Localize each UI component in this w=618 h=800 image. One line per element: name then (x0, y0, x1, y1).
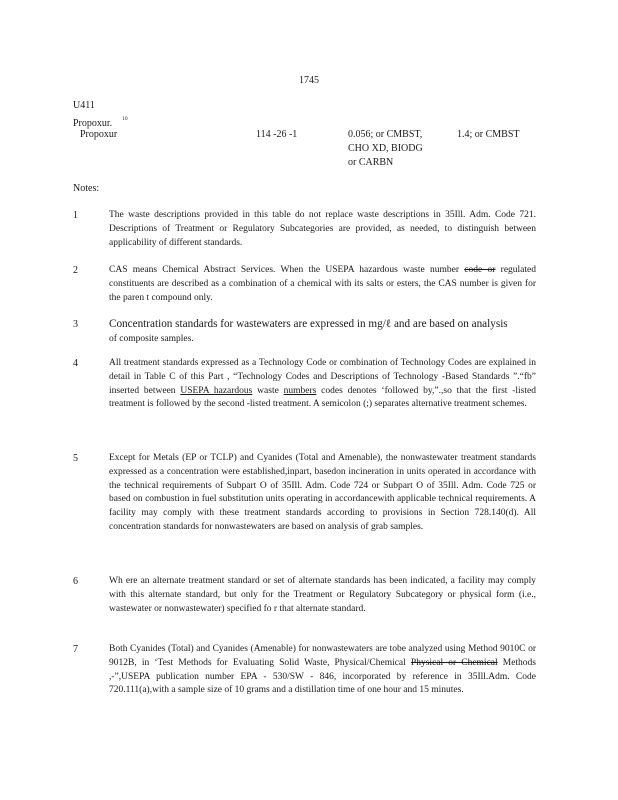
cas-number: 114 -26 -1 (256, 129, 298, 140)
note-text: Wh ere an alternate treatment standard or set of alternate standards has been indicated, a facility may comply with this alternate standard, but only for the Treatment or Regulatory Subcategory or physical form (i.e., wastewater or nonwastewater) specified fo r that alternate standard. (109, 576, 536, 614)
note-number: 2 (73, 265, 78, 276)
underlined-text: numbers (283, 385, 317, 396)
note-number: 1 (73, 210, 78, 221)
note-text-part: Concentration standards for wastewaters are expressed in mg/ℓ and are based on analysis (109, 318, 508, 330)
page-number: 1745 (299, 75, 319, 86)
note-number: 5 (73, 453, 78, 464)
note-text: Except for Metals (EP or TCLP) and Cyanides (Total and Amenable), the nonwastewater treatment standards expressed as a concentration were established,inpart, basedon incineration in units operated in accordance with the technical requirements of Subpart O of 35Ill. Adm. Code 724 or Subpart O of 35Ill. Adm. Code 725 or based on combustion in fuel substitution units operating in accordancewith applicable technical requirements. A facility may comply with these treatment standards according to provisions in Section 728.140(d). All concentration standards for nonwastewaters are based on analysis of grab samples. (109, 453, 536, 532)
note-text (109, 264, 536, 305)
underlined-text: USEPA hazardous (180, 385, 253, 396)
wastewater-standard-line: 0.056; or CMBST, (348, 129, 423, 140)
struck-text: code or (464, 265, 496, 275)
note-text (109, 643, 536, 698)
notes-heading: Notes: (73, 183, 100, 194)
constituent-name: Propoxur (80, 129, 118, 140)
note-text-part: regulated constituents are described as a combination of a chemical with its salts or esters, the CAS number is given for the paren t compound only. (109, 265, 536, 303)
footnote-reference: 10 (122, 116, 128, 122)
note-text-part: codes denotes ‘followed by,”.,so that the first -listed treatment is followed by the second -listed treatment. A semicolon (;) separates alternative treatment schemes. (109, 385, 536, 410)
note-text: The waste descriptions provided in this table do not replace waste descriptions in 35Ill. Adm. Code 721. Descriptions of Treatment or Regulatory Subcategories are provided, as needed, to distinguish between applicability of different standards. (109, 210, 536, 248)
note-text (109, 357, 536, 412)
note-text-part: Methods ,-”,USEPA publication number EPA - 530/SW - 846, incorporated by reference in 35Ill.Adm. Code 720.111(a),with a sample size of 10 grams and a distillation time of one hour and 15 minutes. (109, 657, 536, 696)
waste-code: U411 (73, 100, 95, 111)
note-number: 3 (73, 319, 78, 330)
note-number: 6 (73, 576, 78, 587)
nonwastewater-standard: 1.4; or CMBST (457, 129, 520, 140)
note-text-part: waste (252, 385, 284, 396)
note-text-part: of composite samples. (109, 334, 194, 344)
wastewater-standard-line: CHO XD, BIODG (348, 143, 423, 154)
note-text-part: Both Cyanides (Total) and Cyanides (Amenable) for nonwastewaters are tobe analyzed using Method 9010C or 9012B, in ‘Test Methods for Evaluating Solid Waste, Physical/Chemical (109, 644, 536, 668)
waste-name-text: Propoxur. (73, 118, 113, 129)
wastewater-standard-line: or CARBN (348, 157, 394, 168)
struck-text: Physical or Chemical (410, 657, 498, 668)
wastewater-standard (348, 128, 448, 170)
note-text-part: CAS means Chemical Abstract Services. When the USEPA hazardous waste number (109, 265, 459, 275)
note-number: 4 (73, 358, 78, 369)
note-text (109, 317, 536, 346)
note-number: 7 (73, 644, 78, 655)
note-text-part: All treatment standards expressed as a Technology Code or combination of Technology Codes are explained in detail in Table C of this Part , “Technology Codes and Descriptions of Technology -Based Standards ”.“fb” inserted between (109, 358, 536, 396)
